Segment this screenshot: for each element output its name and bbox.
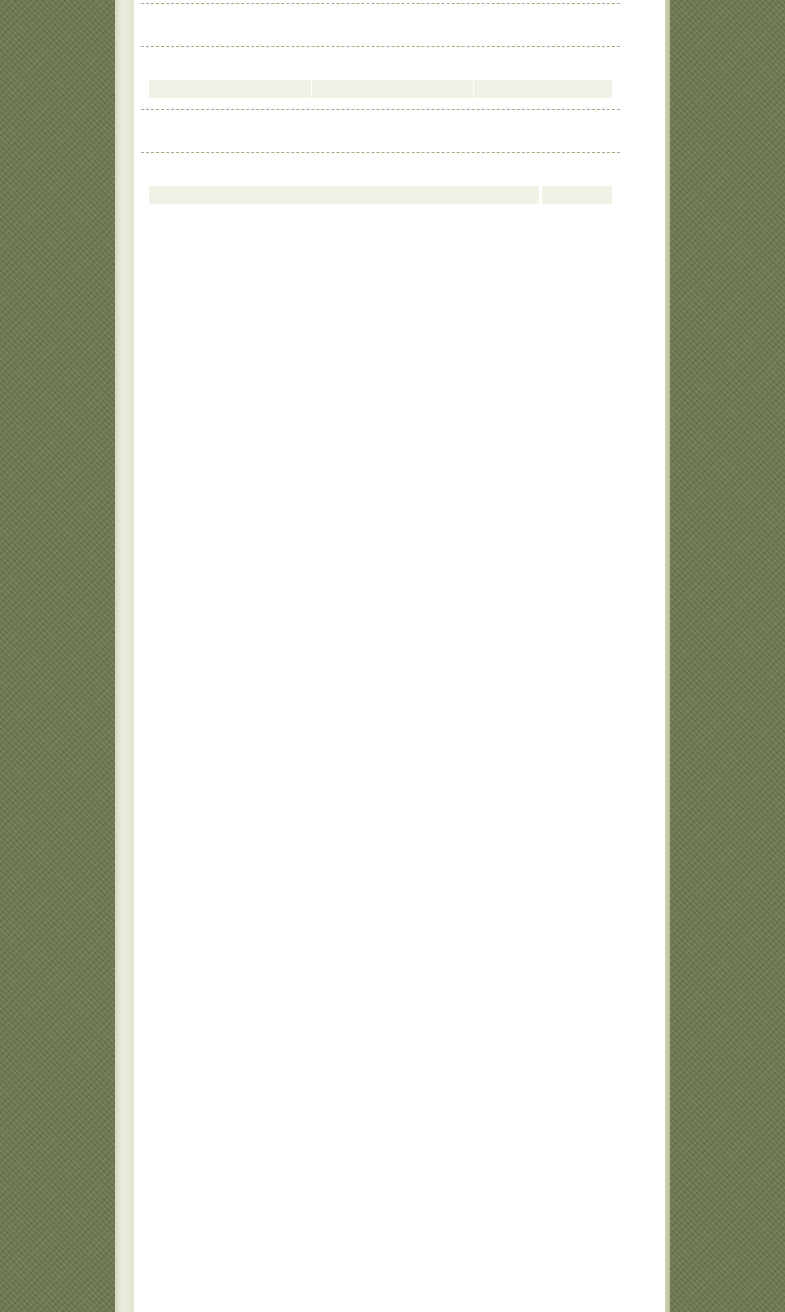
daily-specials-title xyxy=(149,123,612,143)
section-divider xyxy=(141,3,620,4)
page-frame-right xyxy=(665,0,670,1312)
starters-section xyxy=(149,17,612,37)
drinks-title xyxy=(149,60,612,80)
drinks-size-label xyxy=(149,80,311,100)
sandwiches-section xyxy=(149,166,612,206)
drinks-size-row xyxy=(149,80,612,100)
sandwich-group-row xyxy=(149,186,612,206)
page-frame-left xyxy=(115,0,134,1312)
section-divider xyxy=(141,109,620,110)
drinks-size-spacer xyxy=(312,80,473,100)
starters-title xyxy=(149,17,612,37)
sandwich-group-price xyxy=(542,186,612,206)
drinks-section xyxy=(149,60,612,100)
sandwiches-title xyxy=(149,166,612,186)
sandwich-group-name xyxy=(149,186,539,206)
menu-panel xyxy=(134,0,665,1312)
section-divider xyxy=(141,46,620,47)
section-divider xyxy=(141,152,620,153)
daily-specials-section xyxy=(149,123,612,143)
menu-content xyxy=(149,0,612,206)
drinks-price xyxy=(474,80,612,100)
